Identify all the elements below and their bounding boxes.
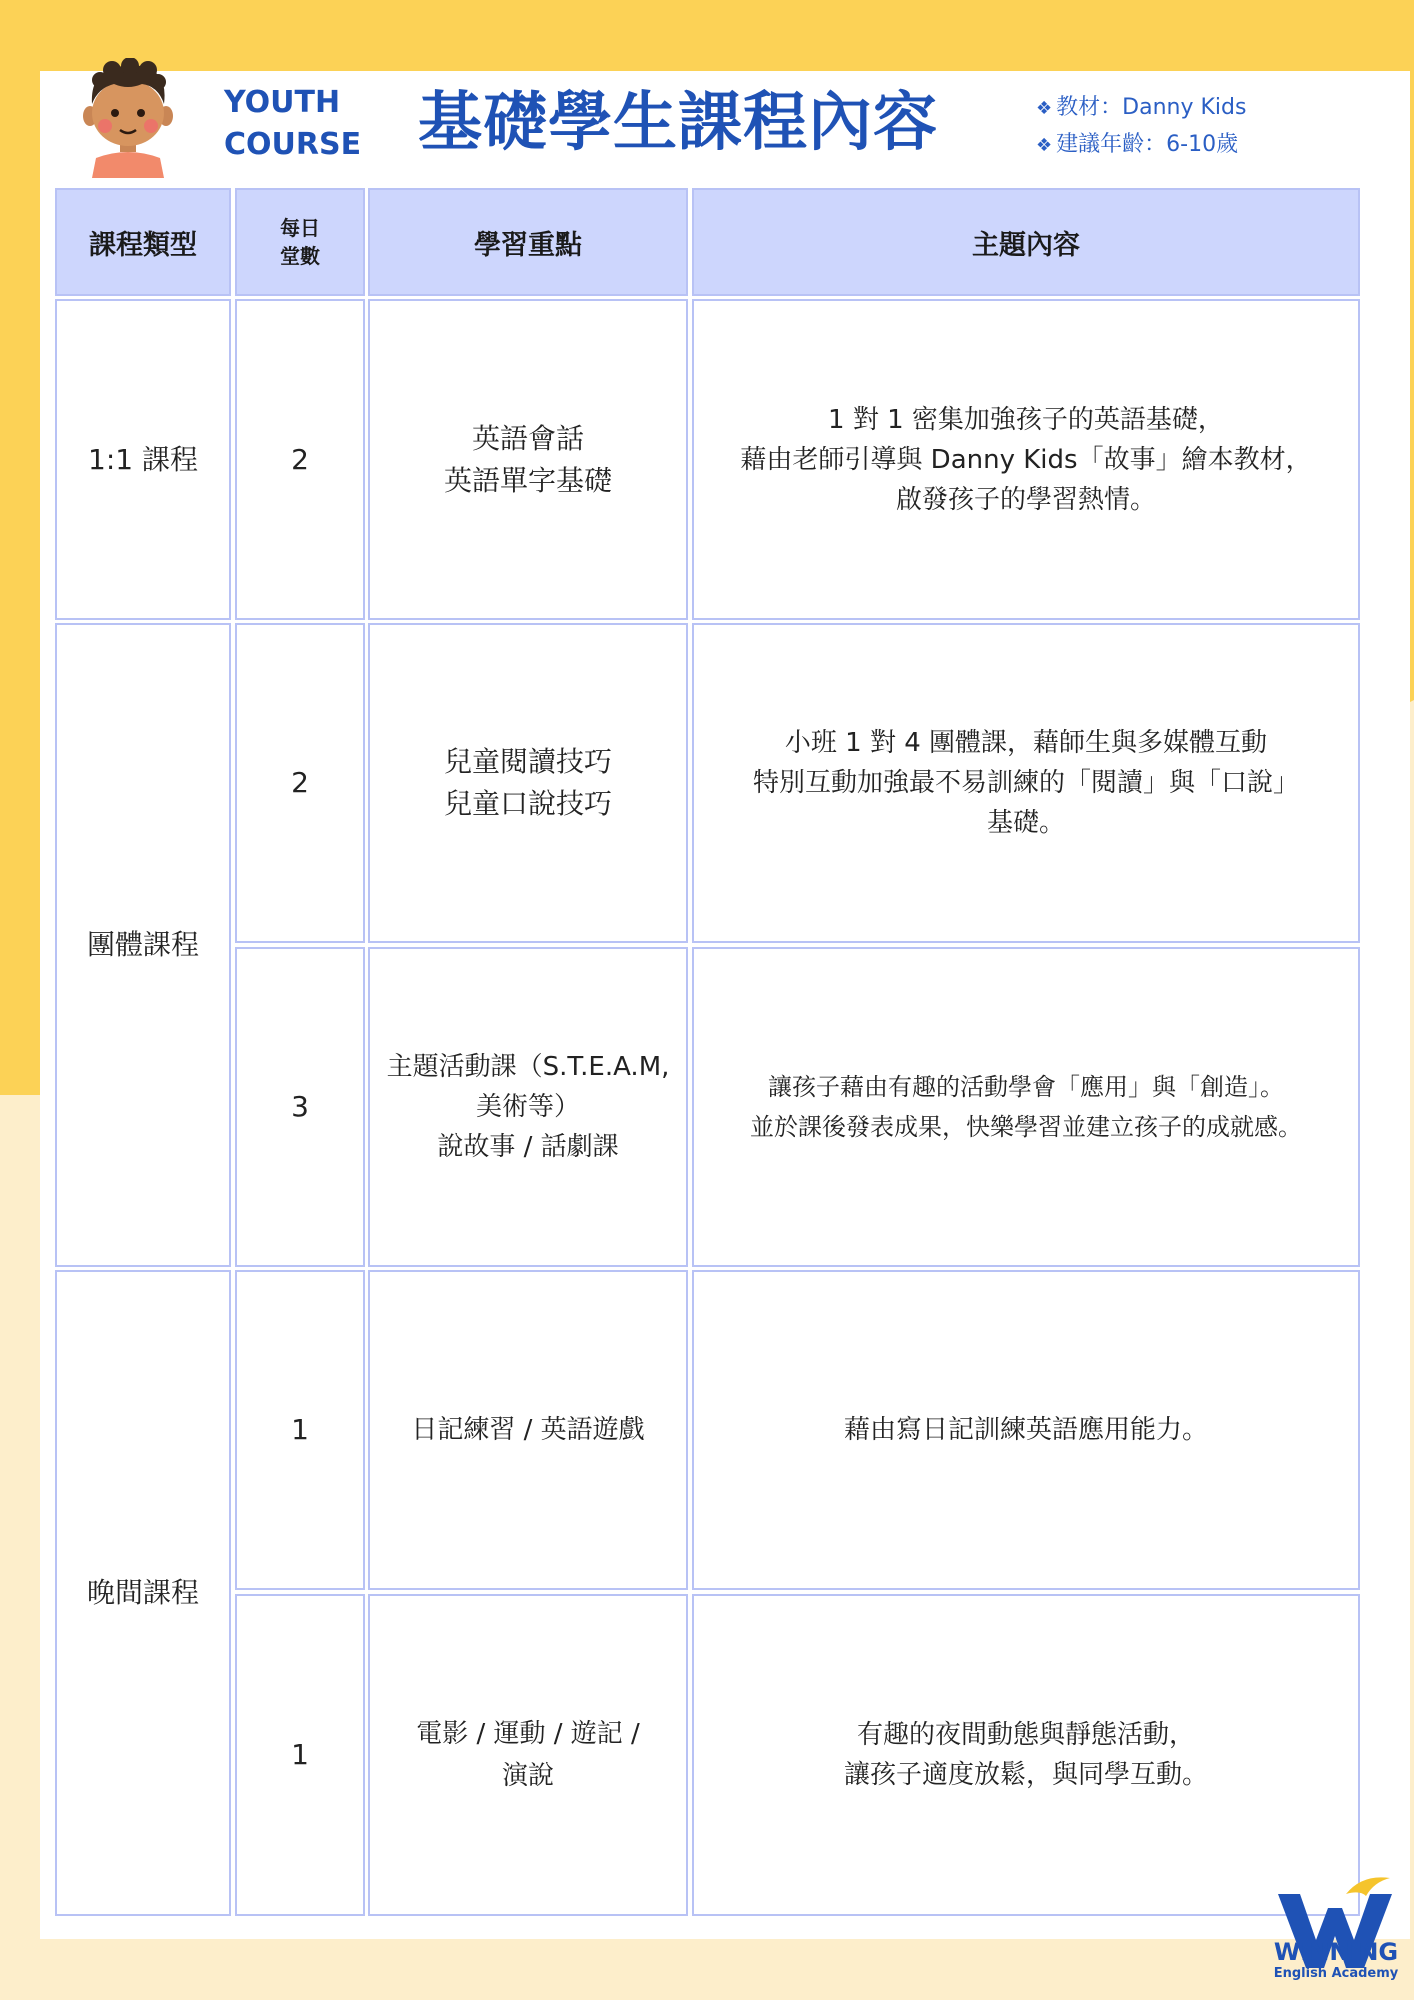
focus-text: 主題活動課（S.T.E.A.M, 美術等） 說故事 / 話劇課 [386,1052,670,1162]
content-cell [692,299,1360,620]
per-day-value: 2 [291,766,309,799]
content-cell [692,1594,1360,1916]
per-day-value: 2 [291,442,309,476]
content-text: 讓孩子藉由有趣的活動學會「應用」與「創造」。 並於課後發表成果，快樂學習並建立孩子的成就感。 [750,1073,1302,1141]
header-per-day [235,188,365,296]
content-text: 小班 1 對 4 團體課，藉師生與多媒體互動 特別互動加強最不易訓練的「閱讀」與「口說」 基礎。 [752,728,1299,838]
course-type-cell [55,299,231,620]
per-day-value: 1 [291,1413,309,1446]
diamond-cluster-icon: ❖ [1036,98,1053,119]
per-day-value: 3 [291,1090,309,1123]
content-text: 藉由寫日記訓練英語應用能力。 [843,1415,1208,1445]
focus-text: 日記練習 / 英語遊戲 [411,1415,645,1445]
header-course-type [55,188,231,296]
content-text: 1 對 1 密集加強孩子的英語基礎， 藉由老師引導與 Danny Kids「故事」繪本教材， 啟發孩子的學習熱情。 [740,404,1312,515]
per-day-cell [235,1594,365,1916]
focus-text: 兒童閱讀技巧 兒童口說技巧 [443,745,612,820]
per-day-cell [235,623,365,943]
logo-subtitle: English Academy [1273,1966,1399,1981]
focus-text: 英語會話 英語單字基礎 [443,421,612,497]
logo-name: WINNING [1273,1938,1399,1966]
course-info [1036,90,1296,164]
info-age [1036,127,1296,164]
header-focus [368,188,688,296]
course-type-label: 1:1 課程 [88,442,198,476]
cartoon-boy-avatar-icon [78,58,178,178]
header-focus-label: 學習重點 [474,229,582,261]
course-line: COURSE [224,127,362,162]
per-day-cell [235,947,365,1267]
page-title: 基礎學生課程內容 [418,86,938,160]
course-type-cell [55,1270,231,1916]
per-day-value: 1 [291,1738,309,1771]
content-text: 有趣的夜間動態與靜態活動， 讓孩子適度放鬆，與同學互動。 [843,1720,1208,1790]
focus-cell [368,1594,688,1916]
youth-line: YOUTH [224,85,341,120]
focus-cell [368,1270,688,1590]
header-content [692,188,1360,296]
diamond-cluster-icon: ❖ [1036,135,1053,156]
info-material [1036,90,1296,127]
content-cell [692,1270,1360,1590]
course-type-label: 晚間課程 [86,1576,199,1609]
header-content-label: 主題內容 [972,229,1080,261]
focus-cell [368,623,688,943]
course-type-cell [55,623,231,1267]
course-type-label: 團體課程 [86,928,199,961]
content-cell [692,623,1360,943]
content-cell [692,947,1360,1267]
header-course-type-label: 課程類型 [89,229,197,261]
youth-course-label [224,82,404,166]
per-day-cell [235,299,365,620]
info-age-text: 建議年齡：6-10歲 [1056,132,1239,157]
info-material-text: 教材：Danny Kids [1056,95,1247,120]
focus-cell [368,947,688,1267]
focus-cell [368,299,688,620]
focus-text: 電影 / 運動 / 遊記 / 演說 [416,1719,640,1791]
header-per-day-label: 每日 堂數 [280,216,320,268]
per-day-cell [235,1270,365,1590]
